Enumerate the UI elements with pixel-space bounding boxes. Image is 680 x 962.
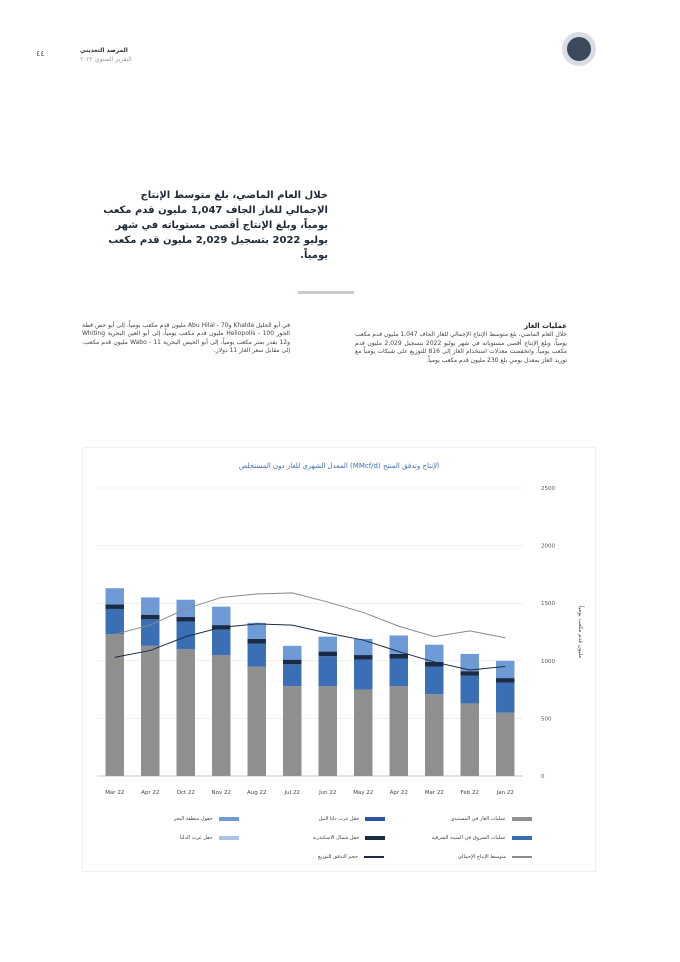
x-tick-label: May 22 (353, 790, 374, 796)
legend-label: عمليات الشروق في المنيبة الشرقية (431, 835, 506, 841)
x-tick-label: Jan 22 (496, 790, 514, 796)
x-tick-label: Apr 22 (389, 790, 408, 796)
bar-segment (496, 661, 514, 678)
y-tick-label: 500 (541, 716, 552, 723)
bar-segment (319, 652, 337, 657)
bar-segment (212, 655, 230, 776)
x-tick-label: Jun 22 (319, 790, 337, 796)
legend-item (239, 816, 386, 822)
x-tick-label: Apr 22 (141, 790, 160, 796)
bar-segment (248, 644, 266, 667)
section-divider (298, 291, 354, 294)
x-tick-label: Feb 22 (460, 790, 479, 796)
legend-swatch (512, 836, 532, 840)
series-line (115, 593, 506, 638)
page-number: ٤٤ (36, 49, 45, 58)
bar-segment (106, 588, 124, 604)
bar-segment (177, 649, 195, 776)
bar-segment (354, 639, 372, 655)
legend-item (385, 835, 532, 841)
bar-segment (248, 623, 266, 639)
legend-label: متوسط الإنتاج الإجمالي (457, 854, 506, 860)
x-tick-label: Mar 22 (424, 790, 444, 796)
bar-segment (390, 654, 408, 659)
bar-segment (106, 604, 124, 609)
bar-segment (283, 686, 301, 776)
bar-segment (283, 660, 301, 665)
legend-row (92, 835, 532, 841)
bar-segment (496, 683, 514, 713)
bar-segment (283, 646, 301, 660)
bar-segment (106, 634, 124, 776)
legend-swatch (512, 817, 532, 821)
bar-segment (461, 703, 479, 776)
legend-item (92, 835, 239, 841)
chart-legend (92, 816, 532, 873)
bar-segment (141, 646, 159, 776)
legend-label: عمليات الغاز في المستبدي (450, 816, 506, 822)
x-tick-label: Aug 22 (247, 790, 267, 796)
chart-title: المعدل الشهري للغاز دون المستخلص (MMcf/d) الإنتاج وتدفق المنتج (238, 462, 440, 470)
legend-label: حجم التدفق للتوزيع (317, 854, 358, 860)
y-tick-label: 1500 (541, 601, 555, 608)
bar-segment (177, 617, 195, 622)
legend-label: حقل غرب الدلتا (179, 835, 213, 841)
bar-segment (141, 615, 159, 620)
bar-segment (248, 667, 266, 776)
bar-segment (354, 690, 372, 776)
y-tick-label: 2000 (541, 543, 555, 550)
section-heading: عمليات الغاز (524, 322, 567, 330)
legend-item (385, 816, 532, 822)
legend-label: حقل شمال الاسكندرية (312, 835, 360, 841)
organization-logo (562, 32, 596, 66)
legend-swatch (219, 836, 239, 840)
bar-segment (283, 664, 301, 686)
bar-segment (496, 713, 514, 776)
bar-segment (390, 686, 408, 776)
y-tick-label: 0 (541, 774, 545, 780)
legend-row (92, 854, 532, 860)
body-column-right (355, 322, 567, 365)
legend-item (92, 816, 239, 822)
legend-swatch (365, 817, 385, 821)
highlight-quote: خلال العام الماضي، بلغ متوسط الإنتاج الإجمالي للغاز الجاف 1,047 مليون قدم مكعب يومياً، وبلغ الإنتاج أقصى مستوياته في شهر يوليو 2022 بتسجيل 2,029 مليون قدم مكعب يومياً. (103, 190, 328, 261)
bar-segment (319, 656, 337, 686)
legend-swatch (364, 856, 384, 858)
bar-segment (319, 686, 337, 776)
legend-swatch (512, 856, 532, 858)
bar-segment (461, 671, 479, 676)
bar-segment (212, 630, 230, 655)
legend-item (236, 854, 384, 860)
header-subtitle: التقرير السنوي ٢٠٢٢ (80, 56, 132, 63)
bar-segment (248, 639, 266, 644)
body-column-left: في أبو الحليل Khalda وAbu Hilal - 70 مليون قدم مكعب يومياً، إلى أبو حص قطة الجور Heliopolis - 100 مليون قدم مكعب يومياً، إلى أبو العين البحرية Whiting و12 بقدر بمتر مكعب يومياً، إلى أبو الحيض البحرية Wabo - 11 مليون قدم مكعب. إلى مقابل سعر الغاز 11 دولار. (82, 322, 290, 355)
legend-item (384, 854, 532, 860)
legend-swatch (365, 836, 385, 840)
y-tick-label: 1000 (541, 658, 555, 665)
bar-segment (141, 597, 159, 614)
bar-segment (212, 607, 230, 625)
x-tick-label: Jul 22 (284, 790, 300, 796)
bar-segment (425, 662, 443, 667)
legend-item (239, 835, 386, 841)
legend-label: حقول منطقة البحر (173, 816, 213, 822)
x-tick-label: Mar 22 (105, 790, 125, 796)
legend-row (92, 816, 532, 822)
series-line (115, 624, 506, 670)
bar-segment (461, 676, 479, 704)
header-title: المرصد التعديني (80, 47, 128, 54)
x-tick-label: Oct 22 (176, 790, 195, 796)
bar-segment (177, 622, 195, 650)
x-tick-label: Nov 22 (211, 790, 231, 796)
bar-segment (354, 660, 372, 690)
bar-line-chart (83, 448, 595, 871)
chart-container (82, 447, 596, 872)
bar-segment (177, 600, 195, 617)
bar-segment (141, 619, 159, 645)
running-header (80, 46, 280, 64)
body-paragraph-right: خلال العام الماضي، بلغ متوسط الإنتاج الإجمالي للغاز الجاف 1,047 مليون قدم مكعب يومياً، وبلغ الإنتاج أقصى مستوياته في شهر يوليو 2022 بتسجيل 2,029 مليون قدم مكعب يومياً. وانخفضت معدلات استخدام الغاز إلى 816 للتوزيع على شبكات يومياً مع توريد الغاز بمعدل يومي بلغ 230 مليون قدم مكعب يومياً. (355, 331, 568, 364)
bar-segment (354, 655, 372, 660)
bar-segment (425, 667, 443, 695)
bar-segment (425, 645, 443, 662)
bar-segment (319, 637, 337, 652)
y-axis-label: مليون قدم مكعب يومياً (577, 605, 583, 659)
bar-segment (425, 694, 443, 776)
bar-segment (390, 658, 408, 686)
legend-swatch (219, 817, 239, 821)
legend-label: حقل غرب دلتا النيل (318, 816, 360, 822)
y-tick-label: 2500 (541, 486, 555, 492)
bar-segment (106, 609, 124, 634)
bar-segment (496, 678, 514, 683)
